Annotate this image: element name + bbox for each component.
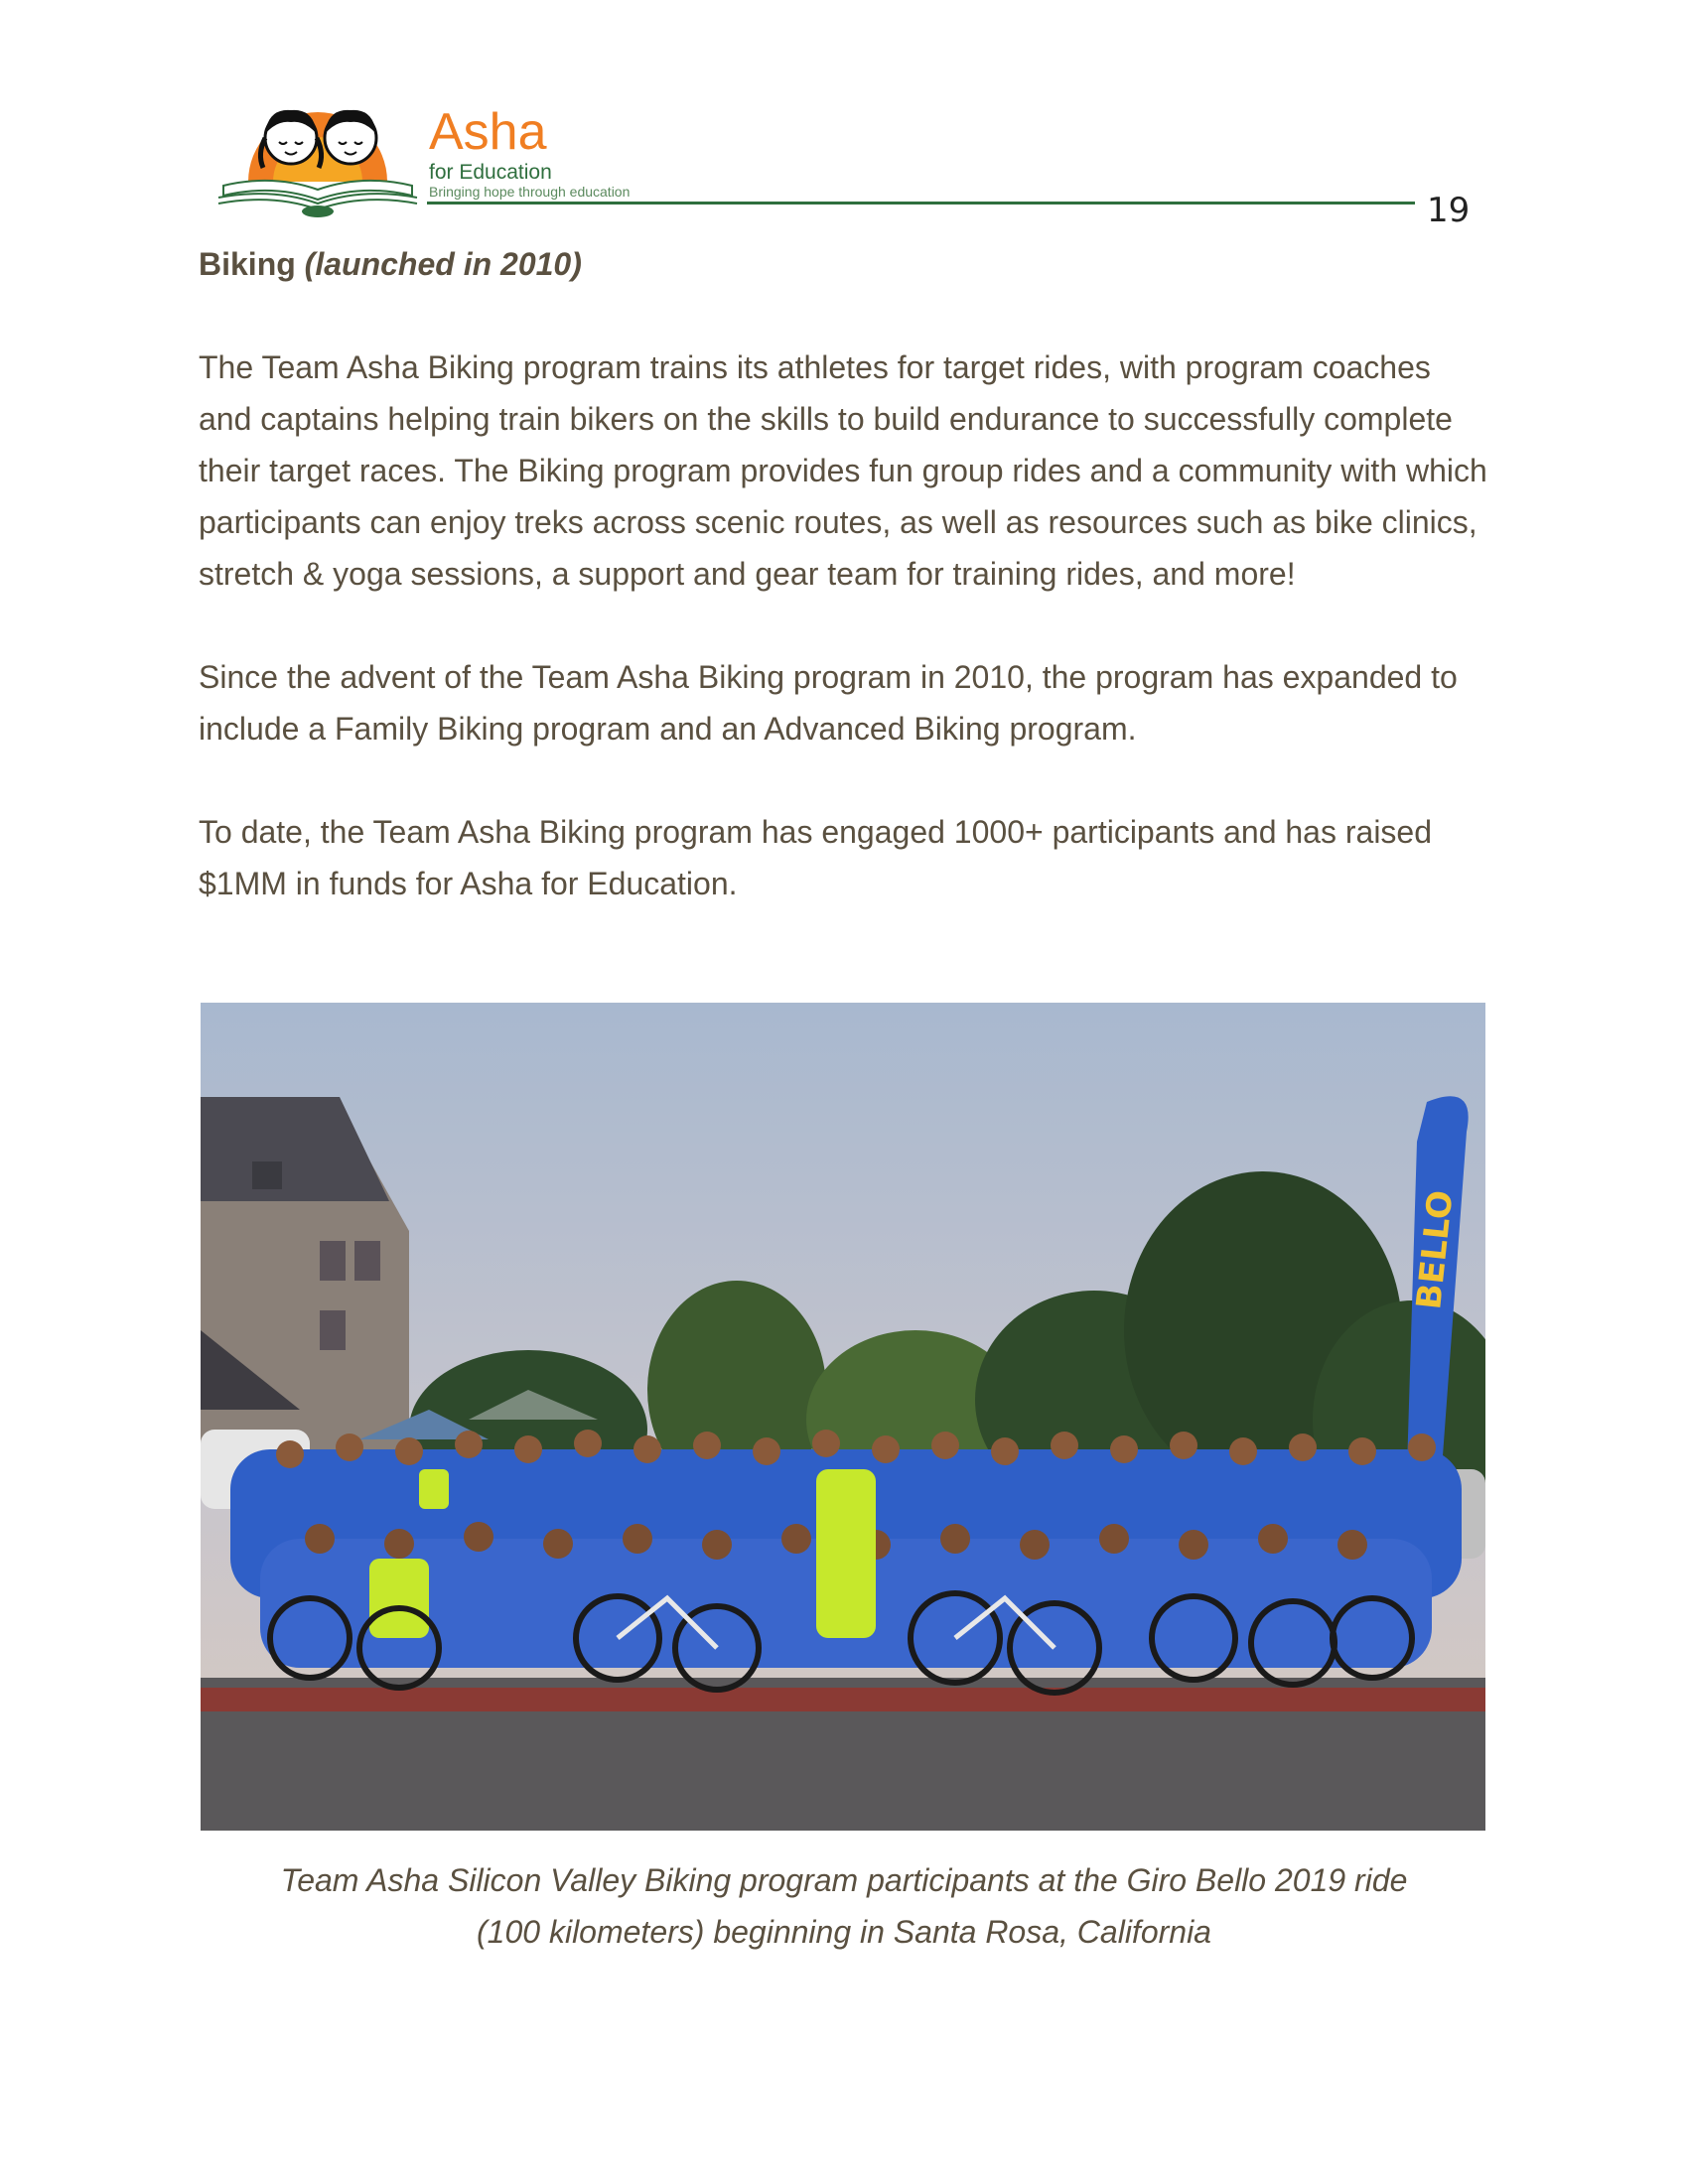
asha-logo-icon: [213, 94, 422, 218]
heading-title: Biking: [199, 246, 296, 282]
group-photo-illustration: [201, 1003, 1485, 1831]
heading-note: (launched in 2010): [304, 246, 582, 282]
brand-subtitle: for Education: [429, 161, 552, 184]
photo-caption: [199, 1854, 1489, 1958]
group-photo: [201, 1003, 1485, 1831]
section-body: [199, 238, 1489, 961]
section-heading: [199, 238, 1489, 290]
brand-tagline: Bringing hope through education: [429, 184, 631, 200]
page-header: [213, 94, 1415, 218]
brand-name: Asha: [429, 103, 547, 161]
paragraph-intro: The Team Asha Biking program trains its athletes for target rides, with program coaches and captains helping train bikers on the skills to build endurance to successfully complete their target races. The Biking program provides fun group rides and a community with which participants can enjoy treks across scenic routes, as well as resources such as bike clinics, stretch & yoga sessions, a support and gear team for training rides, and more!: [199, 349, 1487, 592]
caption-line-1: Team Asha Silicon Valley Biking program participants at the Giro Bello 2019 ride: [280, 1862, 1408, 1898]
paragraph-impact: To date, the Team Asha Biking program has engaged 1000+ participants and has raised $1MM in funds for Asha for Education.: [199, 814, 1433, 901]
paragraph-history: Since the advent of the Team Asha Biking program in 2010, the program has expanded to include a Family Biking program and an Advanced Biking program.: [199, 659, 1458, 747]
riders-group: [230, 1430, 1462, 1668]
banner-text: BELLO: [1409, 1188, 1462, 1311]
page-number: 19: [1427, 191, 1471, 230]
header-divider: [427, 202, 1415, 205]
caption-line-2: (100 kilometers) beginning in Santa Rosa, California: [477, 1914, 1211, 1950]
